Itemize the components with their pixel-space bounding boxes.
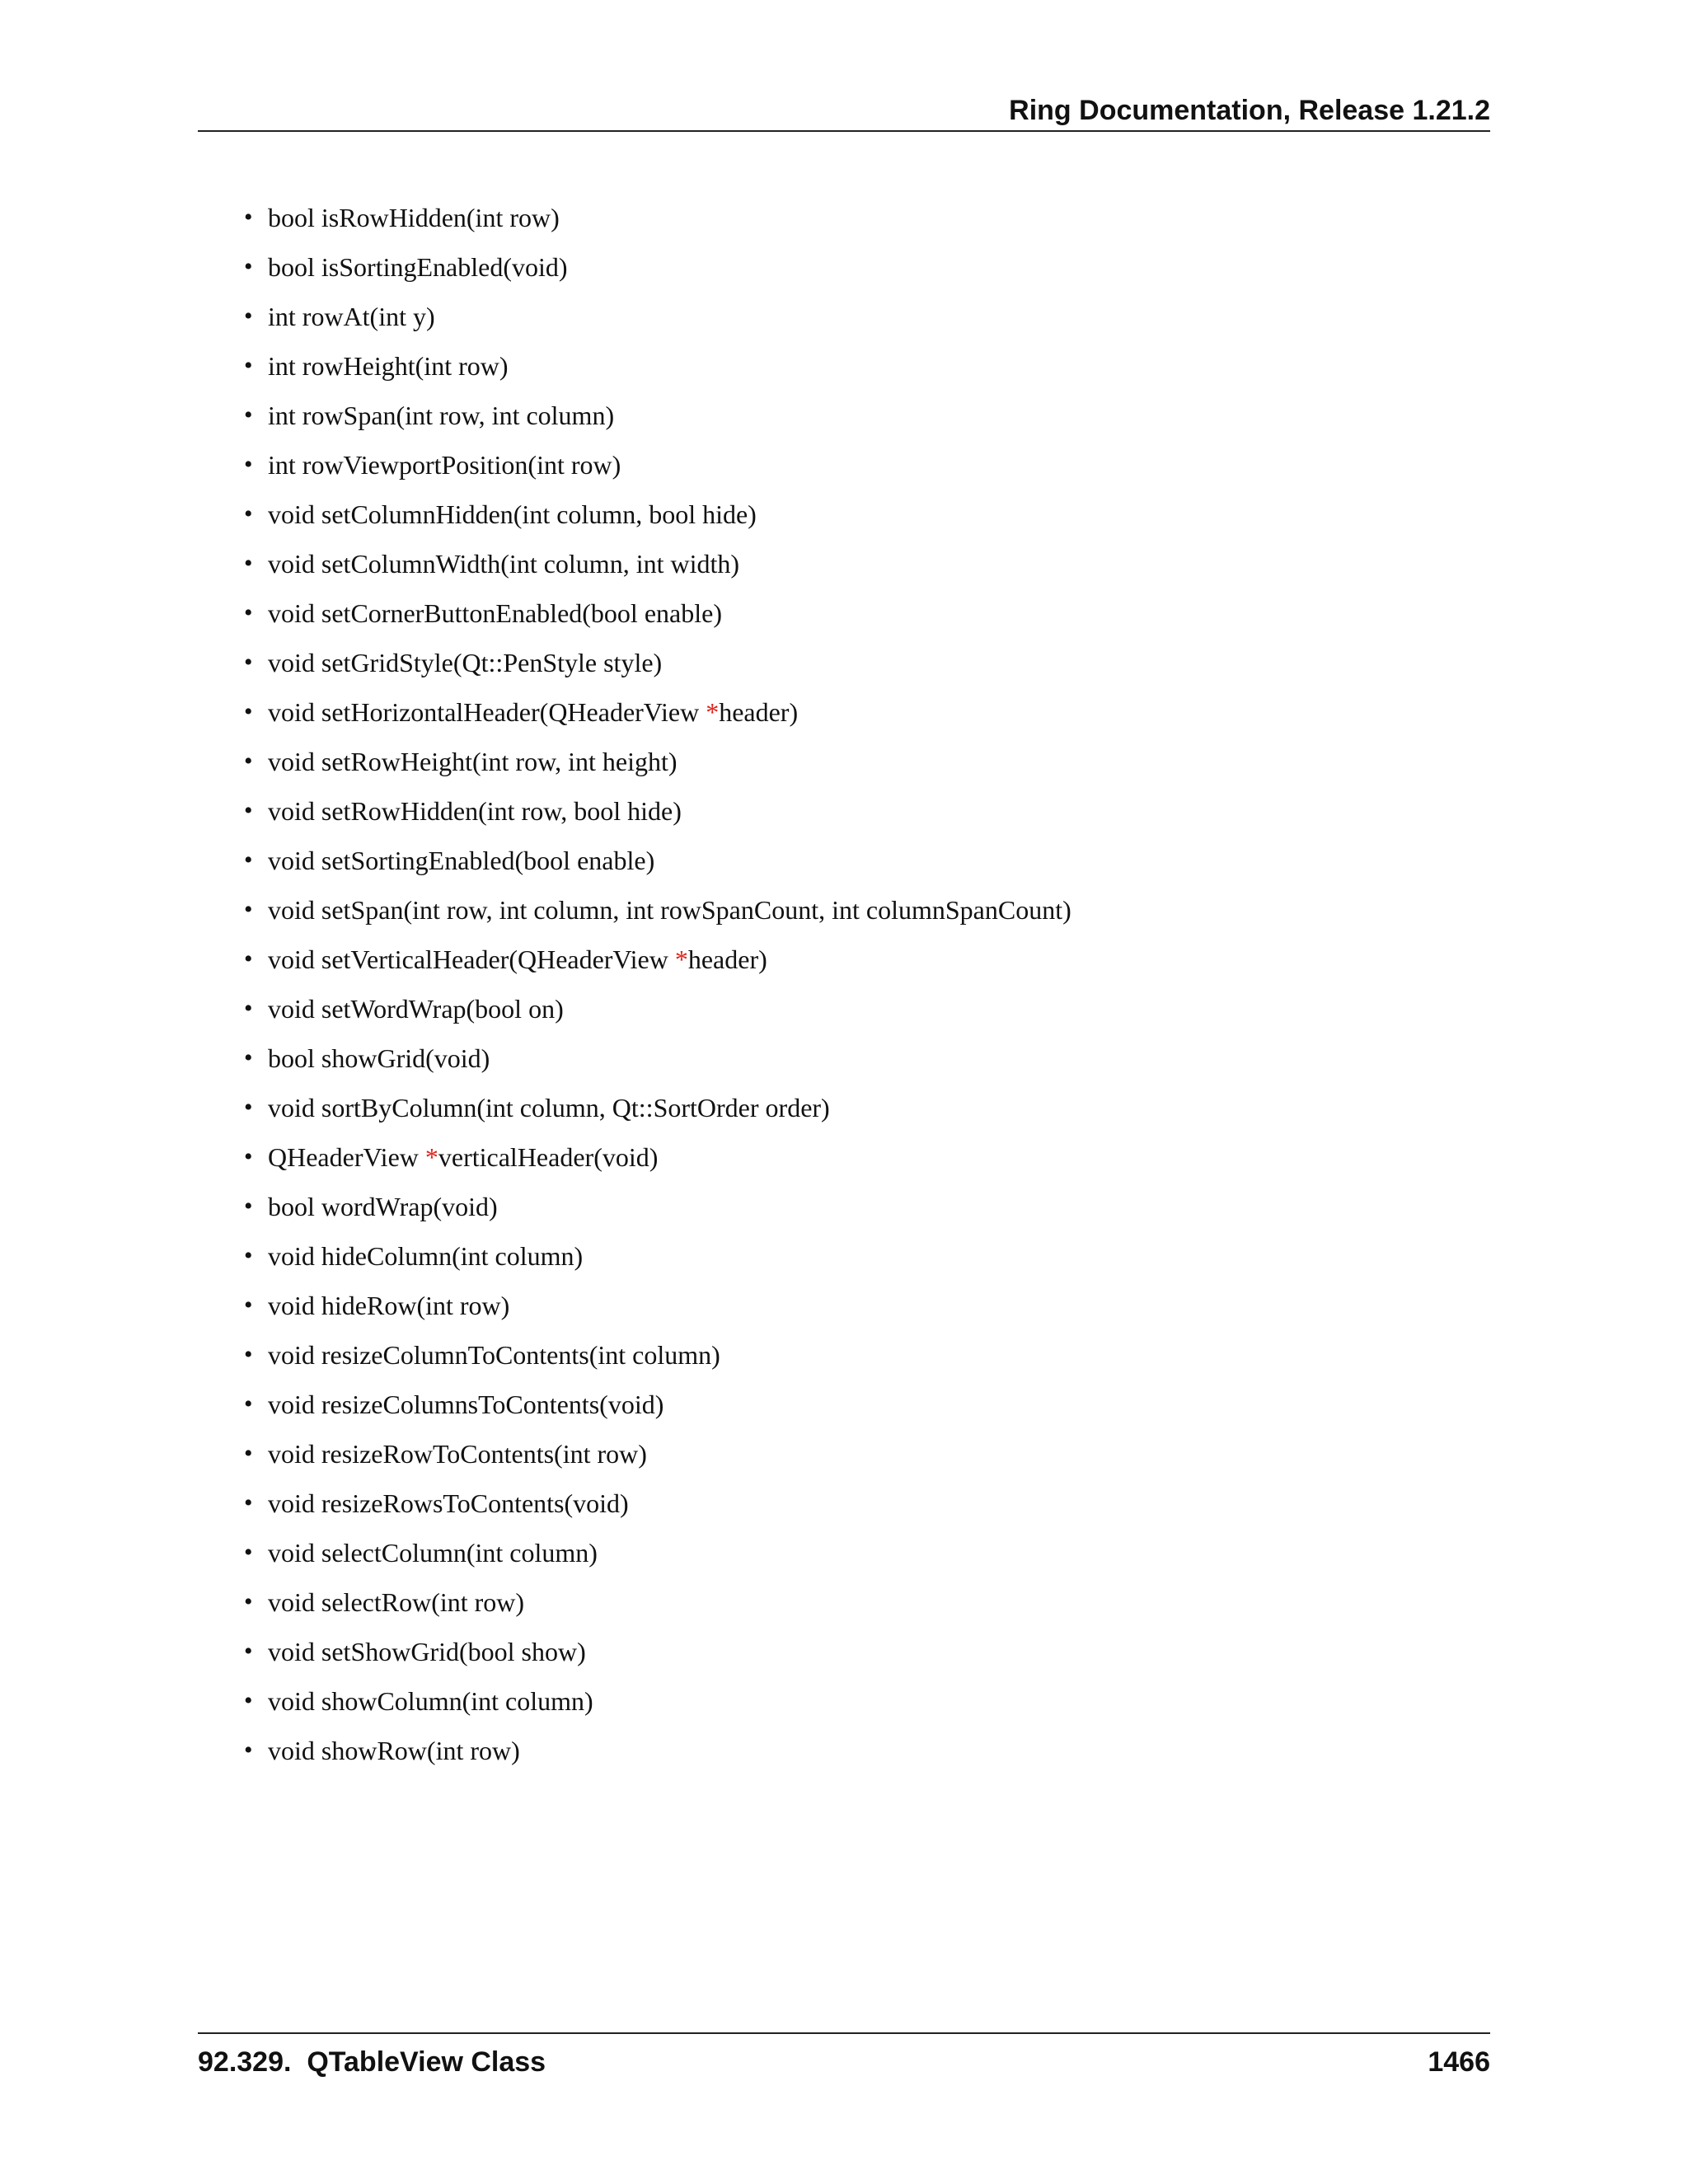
list-item <box>0 443 1484 492</box>
bullet-icon: • <box>244 1291 253 1319</box>
section-title: 92.329. QTableView Class <box>198 2046 546 2078</box>
pointer-star: * <box>674 944 688 974</box>
list-item <box>0 888 1484 937</box>
list-item <box>0 245 1484 294</box>
list-item <box>0 1184 1484 1234</box>
method-text: void setColumnWidth(int column, int width) <box>268 549 740 579</box>
bullet-icon: • <box>244 995 253 1022</box>
method-text: void setShowGrid(bool show) <box>268 1637 586 1666</box>
method-text: void showRow(int row) <box>268 1736 520 1765</box>
method-text: void setRowHeight(int row, int height) <box>268 747 678 776</box>
bullet-icon: • <box>244 1638 253 1665</box>
list-item <box>0 1135 1484 1184</box>
list-item <box>0 1234 1484 1283</box>
method-text: bool isRowHidden(int row) <box>268 203 560 232</box>
document-title: Ring Documentation, Release 1.21.2 <box>1009 95 1490 126</box>
method-text: void selectRow(int row) <box>268 1587 525 1617</box>
list-item <box>0 937 1484 987</box>
bullet-icon: • <box>244 253 253 280</box>
list-item <box>0 393 1484 443</box>
list-item <box>0 838 1484 888</box>
method-text-tail: header) <box>687 944 767 974</box>
method-text: void resizeRowsToContents(void) <box>268 1488 629 1518</box>
method-text: void resizeRowToContents(int row) <box>268 1439 647 1469</box>
pointer-star: * <box>424 1142 438 1172</box>
list-item <box>0 1432 1484 1481</box>
list-item <box>0 195 1484 245</box>
method-text: void resizeColumnToContents(int column) <box>268 1340 720 1370</box>
list-item <box>0 690 1484 739</box>
bullet-icon: • <box>244 797 253 824</box>
method-text: bool isSortingEnabled(void) <box>268 252 568 282</box>
bullet-icon: • <box>244 599 253 626</box>
method-text-tail: verticalHeader(void) <box>438 1142 659 1172</box>
bullet-icon: • <box>244 945 253 972</box>
list-item <box>0 1382 1484 1432</box>
method-text: int rowViewportPosition(int row) <box>268 450 621 480</box>
method-text: void selectColumn(int column) <box>268 1538 598 1568</box>
bullet-icon: • <box>244 1094 253 1121</box>
bullet-icon: • <box>244 401 253 429</box>
method-text: void setSpan(int row, int column, int rowSpanCount, int columnSpanCount) <box>268 895 1071 925</box>
method-text: void setRowHidden(int row, bool hide) <box>268 796 682 826</box>
list-item <box>0 1036 1484 1085</box>
bullet-icon: • <box>244 1489 253 1516</box>
method-text: void setSortingEnabled(bool enable) <box>268 846 655 875</box>
list-item <box>0 1481 1484 1530</box>
method-text: void setGridStyle(Qt::PenStyle style) <box>268 648 663 677</box>
page-number: 1466 <box>1428 2046 1490 2078</box>
method-text: int rowSpan(int row, int column) <box>268 401 615 430</box>
bullet-icon: • <box>244 846 253 874</box>
bullet-icon: • <box>244 698 253 725</box>
bullet-icon: • <box>244 302 253 330</box>
bullet-icon: • <box>244 500 253 527</box>
method-text: void setHorizontalHeader(QHeaderView <box>268 697 706 727</box>
method-text-tail: header) <box>719 697 799 727</box>
bullet-icon: • <box>244 1242 253 1269</box>
method-text: void setVerticalHeader(QHeaderView <box>268 944 675 974</box>
list-item <box>0 294 1484 344</box>
method-text: QHeaderView <box>268 1142 425 1172</box>
list-item <box>0 541 1484 591</box>
method-text: void setCornerButtonEnabled(bool enable) <box>268 598 722 628</box>
method-text: void setWordWrap(bool on) <box>268 994 564 1024</box>
bullet-icon: • <box>244 1044 253 1071</box>
method-text: bool wordWrap(void) <box>268 1192 498 1221</box>
method-text: void hideColumn(int column) <box>268 1241 584 1271</box>
bullet-icon: • <box>244 1736 253 1764</box>
page-footer <box>198 2032 1490 2083</box>
list-item <box>0 1283 1484 1333</box>
bullet-icon: • <box>244 1440 253 1467</box>
method-text: void sortByColumn(int column, Qt::SortOrder order) <box>268 1093 830 1122</box>
list-item <box>0 1728 1484 1778</box>
list-item <box>0 1333 1484 1382</box>
page-header <box>198 89 1490 132</box>
list-item <box>0 789 1484 838</box>
bullet-icon: • <box>244 1390 253 1418</box>
bullet-icon: • <box>244 352 253 379</box>
bullet-icon: • <box>244 896 253 923</box>
method-text: bool showGrid(void) <box>268 1043 490 1073</box>
bullet-icon: • <box>244 451 253 478</box>
bullet-icon: • <box>244 748 253 775</box>
list-item <box>0 492 1484 541</box>
list-item <box>0 640 1484 690</box>
method-text: void resizeColumnsToContents(void) <box>268 1390 664 1419</box>
list-item <box>0 1085 1484 1135</box>
list-item <box>0 1530 1484 1580</box>
list-item <box>0 739 1484 789</box>
bullet-icon: • <box>244 1687 253 1714</box>
bullet-icon: • <box>244 1143 253 1170</box>
bullet-icon: • <box>244 1539 253 1566</box>
list-item <box>0 987 1484 1036</box>
bullet-icon: • <box>244 1588 253 1615</box>
list-item <box>0 1580 1484 1629</box>
method-text: void setColumnHidden(int column, bool hide) <box>268 499 757 529</box>
bullet-icon: • <box>244 1193 253 1220</box>
bullet-icon: • <box>244 204 253 231</box>
bullet-icon: • <box>244 550 253 577</box>
pointer-star: * <box>706 697 720 727</box>
method-text: int rowHeight(int row) <box>268 351 509 381</box>
method-text: void hideRow(int row) <box>268 1291 510 1320</box>
list-item <box>0 344 1484 393</box>
method-text: void showColumn(int column) <box>268 1686 593 1716</box>
list-item <box>0 1629 1484 1679</box>
bullet-icon: • <box>244 1341 253 1368</box>
method-text: int rowAt(int y) <box>268 302 435 331</box>
method-list <box>0 195 1484 1778</box>
bullet-icon: • <box>244 649 253 676</box>
list-item <box>0 1679 1484 1728</box>
list-item <box>0 591 1484 640</box>
